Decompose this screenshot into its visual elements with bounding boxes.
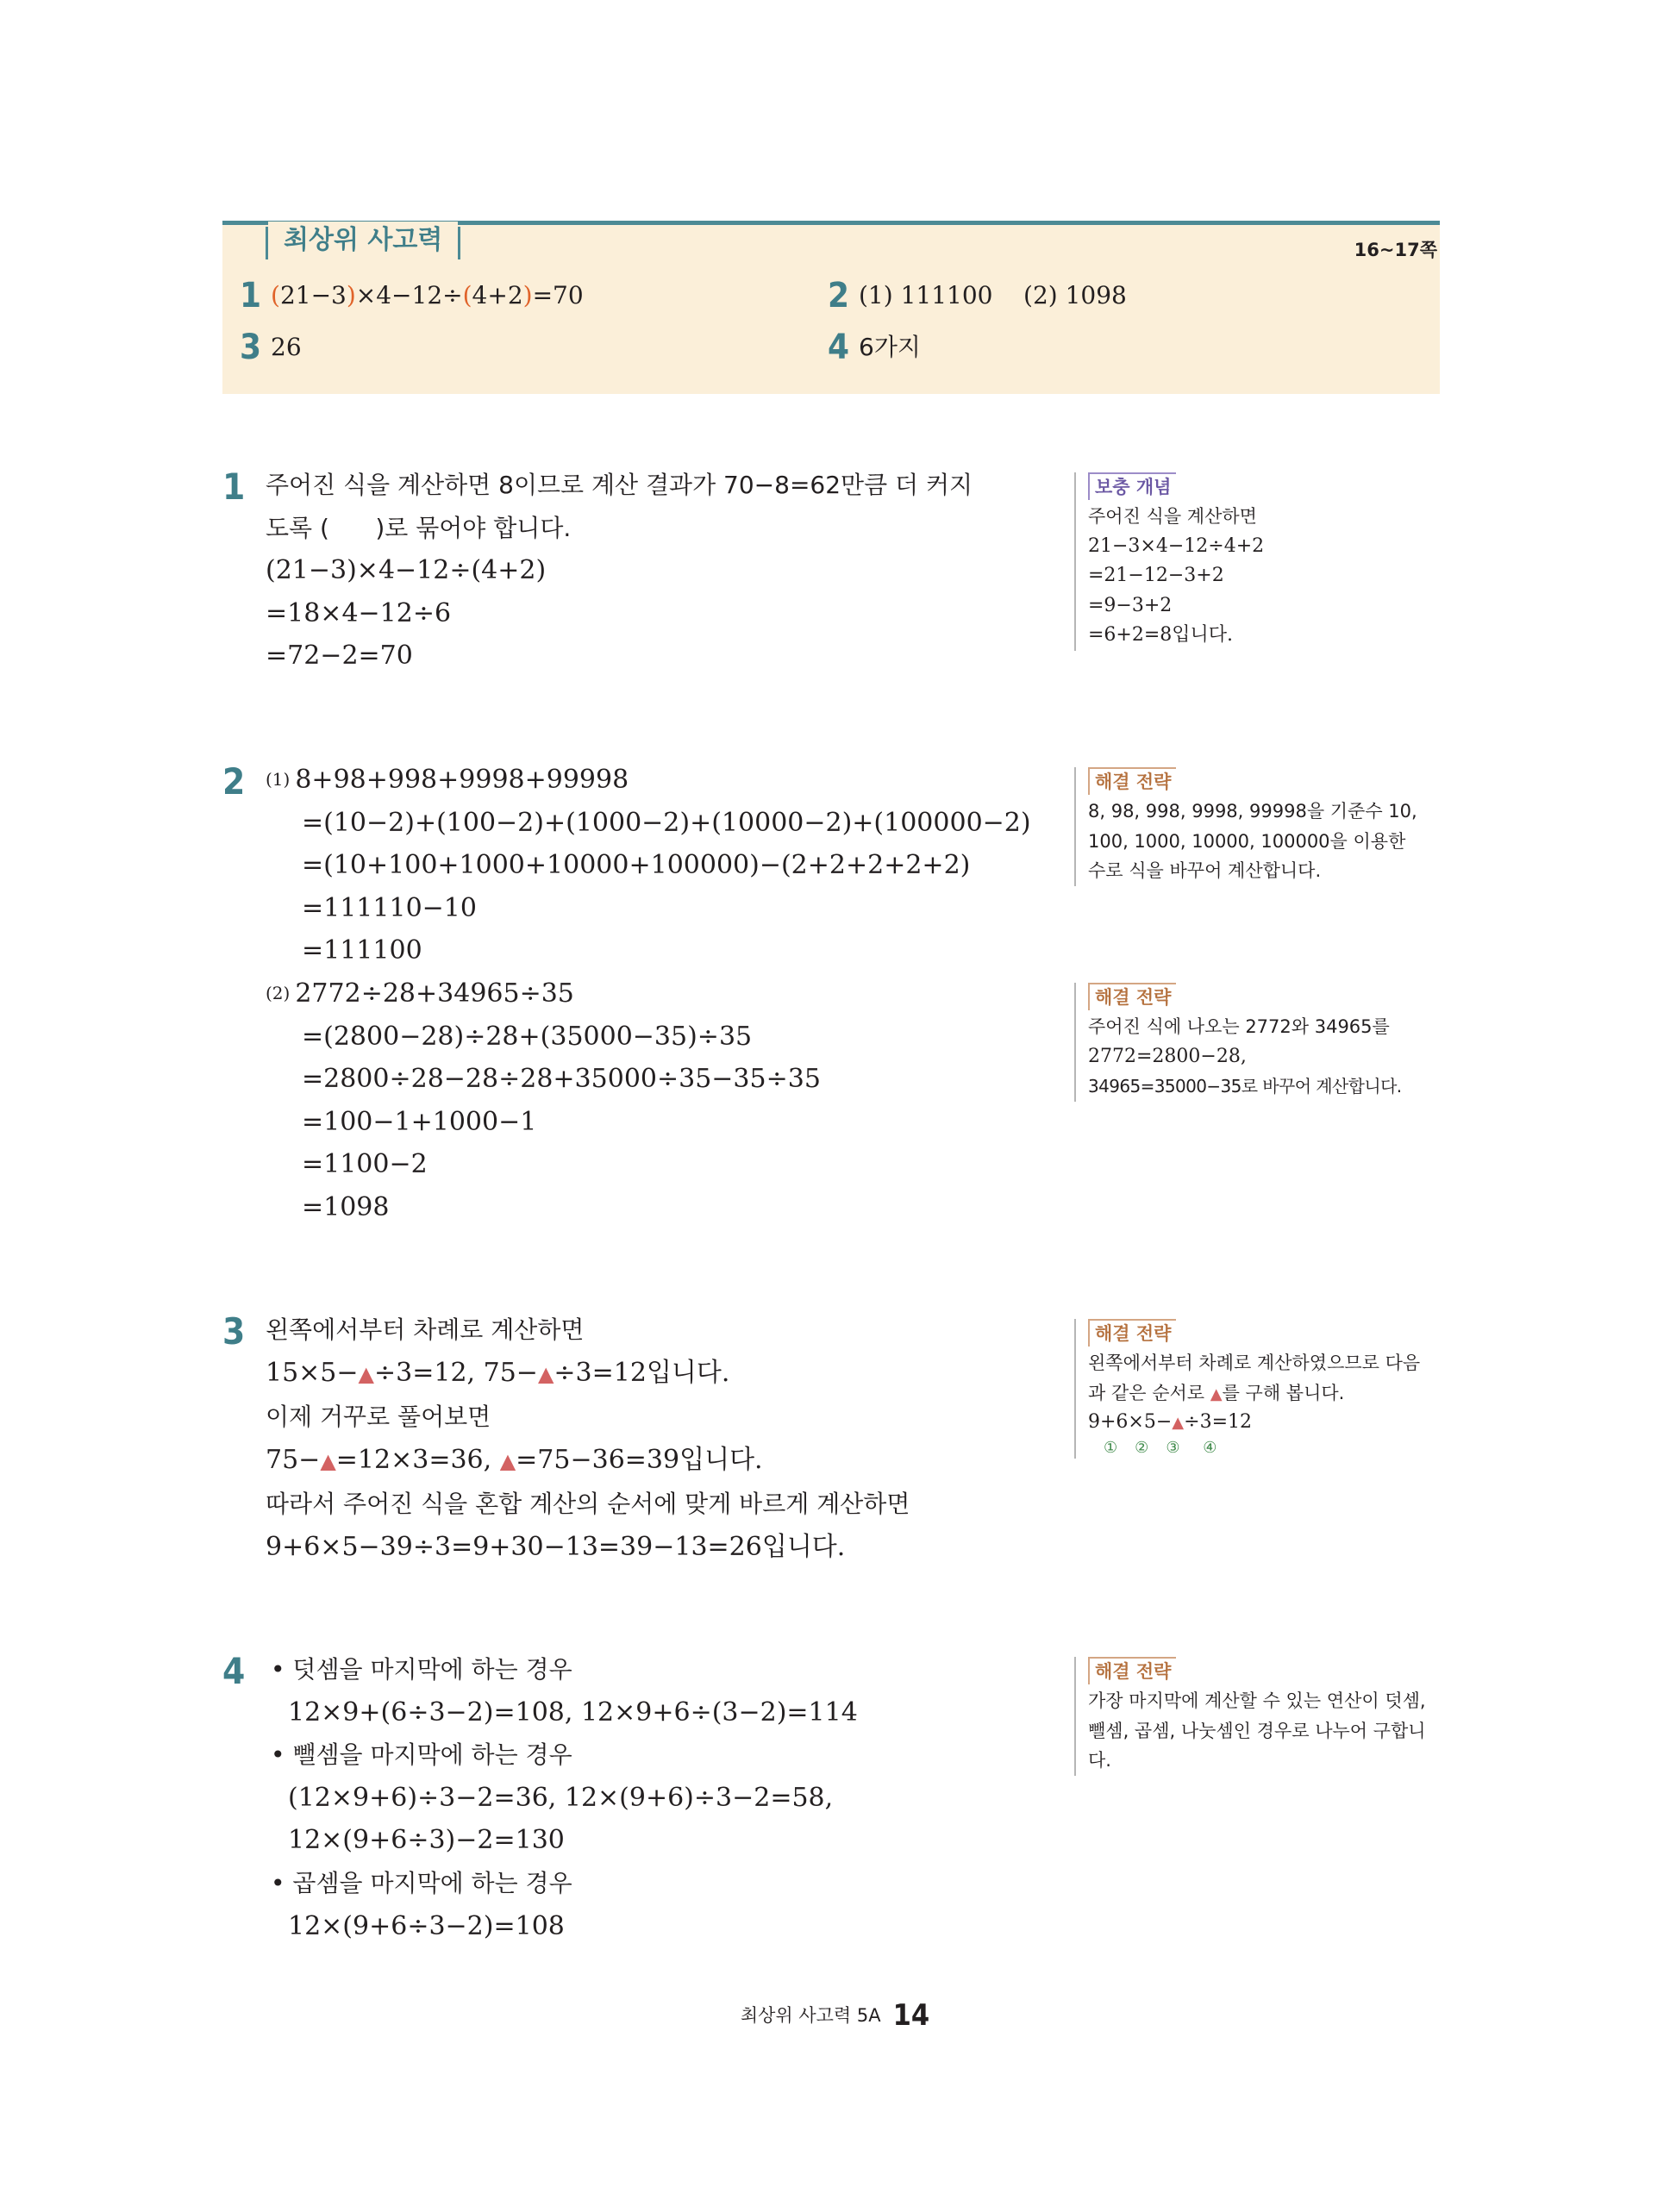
solution-line: =100−1+1000−1	[302, 1106, 537, 1137]
solution-line: 12×(9+6÷3)−2=130	[288, 1825, 565, 1856]
triangle-icon: ▲	[1210, 1384, 1223, 1403]
problem-number-2: 2	[222, 760, 246, 803]
answer-text: 26	[271, 333, 302, 361]
section-tab	[222, 218, 460, 259]
problem-2-part-1	[266, 759, 1031, 1229]
problem-number-1: 1	[222, 466, 246, 508]
note-text: 8, 98, 998, 9998, 99998을 기준수 10, 100, 1000, 10000, 100000을 이용한 수로 식을 바꾸어 계산합니다.	[1088, 801, 1417, 881]
solution-line: 9+6×5−39÷3=9+30−13=39−13=26입니다.	[266, 1531, 846, 1562]
problem-1-solution	[266, 464, 973, 678]
note-strategy-4	[1074, 1657, 1426, 1776]
problem-4-solution	[271, 1648, 858, 1947]
triangle-icon: ▲	[499, 1448, 516, 1473]
note-strategy-2-1	[1074, 767, 1417, 886]
solution-line: 12×(9+6÷3−2)=108	[288, 1910, 565, 1941]
note-tag: 해결 전략	[1088, 983, 1176, 1010]
solution-line: 도록 ( )로 묶어야 합니다.	[266, 513, 572, 542]
page-footer	[0, 1998, 1670, 2033]
page-number: 14	[892, 1998, 930, 2033]
answer-1	[240, 276, 584, 316]
triangle-icon: ▲	[320, 1448, 336, 1473]
solution-line: • 뺄셈을 마지막에 하는 경우	[271, 1740, 572, 1770]
solution-line: =111100	[302, 935, 422, 966]
solution-line: • 곱셈을 마지막에 하는 경우	[271, 1868, 572, 1897]
solution-line: 12×9+(6÷3−2)=108, 12×9+6÷(3−2)=114	[288, 1696, 858, 1728]
tab-right-bracket	[458, 227, 460, 259]
problem-number-3: 3	[222, 1310, 246, 1353]
note-text: 주어진 식에 나오는 2772와 34965를 2772=2800−28, 34965=35000−35로 바꾸어 계산합니다.	[1088, 1016, 1402, 1097]
note-text: 왼쪽에서부터 차례로 계산하였으므로 다음 과 같은 순서로 ▲를 구해 봅니다. 9+6×5−▲÷3=12 ① ② ③ ④	[1088, 1353, 1421, 1457]
solution-line: =(10+100+1000+10000+100000)−(2+2+2+2+2)	[302, 850, 971, 881]
triangle-icon: ▲	[537, 1361, 554, 1386]
solution-line: (1) 8+98+998+9998+99998	[266, 765, 629, 795]
solution-line: =18×4−12÷6	[266, 597, 452, 628]
problem-number-4: 4	[222, 1650, 246, 1692]
answer-number: 3	[240, 328, 262, 367]
note-text: 가장 마지막에 계산할 수 있는 연산이 덧셈, 뺄셈, 곱셈, 나눗셈인 경우로 나누어 구합니 다.	[1088, 1690, 1426, 1771]
answer-2	[828, 276, 1127, 316]
solution-line: 따라서 주어진 식을 혼합 계산의 순서에 맞게 바르게 계산하면	[266, 1490, 910, 1519]
solution-line: 왼쪽에서부터 차례로 계산하면	[266, 1315, 585, 1344]
answer-number: 2	[828, 276, 850, 316]
note-tag: 해결 전략	[1088, 767, 1176, 795]
answer-text: (1) 111100 (2) 1098	[859, 281, 1127, 309]
solution-line: =72−2=70	[266, 640, 413, 672]
answer-number: 4	[828, 328, 850, 367]
solution-line: (2) 2772÷28+34965÷35	[266, 978, 574, 1009]
note-supplement-concept	[1074, 472, 1264, 651]
solution-line: 75−▲=12×3=36, ▲=75−36=39입니다.	[266, 1444, 763, 1475]
answer-4	[828, 330, 921, 365]
note-text: 주어진 식을 계산하면 21−3×4−12÷4+2 =21−12−3+2 =9−3+2 =6+2=8입니다.	[1088, 506, 1265, 646]
triangle-icon: ▲	[1172, 1414, 1185, 1432]
solution-line: • 덧셈을 마지막에 하는 경우	[271, 1655, 572, 1684]
problem-3-solution	[266, 1309, 910, 1569]
triangle-icon: ▲	[358, 1361, 375, 1386]
answer-number: 1	[240, 276, 262, 316]
note-tag: 해결 전략	[1088, 1657, 1176, 1684]
solution-line: (21−3)×4−12÷(4+2)	[266, 555, 547, 586]
book-title: 최상위 사고력 5A	[740, 2005, 881, 2026]
section-title: 최상위 사고력	[268, 222, 458, 259]
solution-line: 주어진 식을 계산하면 8이므로 계산 결과가 70−8=62만큼 더 커지	[266, 471, 973, 499]
solution-line: =(10−2)+(100−2)+(1000−2)+(10000−2)+(100000−2)	[302, 807, 1031, 838]
solution-line: =(2800−28)÷28+(35000−35)÷35	[302, 1021, 753, 1052]
solution-line: 15×5−▲÷3=12, 75−▲÷3=12입니다.	[266, 1357, 730, 1388]
note-strategy-2-2	[1074, 983, 1402, 1102]
order-markers: ① ② ③ ④	[1104, 1439, 1217, 1457]
solution-line: 이제 거꾸로 풀어보면	[266, 1403, 491, 1432]
solution-line: =1100−2	[302, 1149, 428, 1180]
solution-line: =111110−10	[302, 892, 477, 923]
solution-line: (12×9+6)÷3−2=36, 12×(9+6)÷3−2=58,	[288, 1782, 834, 1813]
answer-text: (21−3)×4−12÷(4+2)=70	[271, 281, 584, 309]
note-tag: 보충 개념	[1088, 472, 1176, 500]
answer-text: 6가지	[859, 333, 921, 361]
answer-3	[240, 330, 302, 365]
note-tag: 해결 전략	[1088, 1319, 1176, 1347]
solution-line: =1098	[302, 1191, 390, 1222]
note-strategy-3	[1074, 1319, 1420, 1459]
solution-line: =2800÷28−28÷28+35000÷35−35÷35	[302, 1064, 821, 1095]
page-range: 16~17쪽	[1354, 240, 1437, 260]
